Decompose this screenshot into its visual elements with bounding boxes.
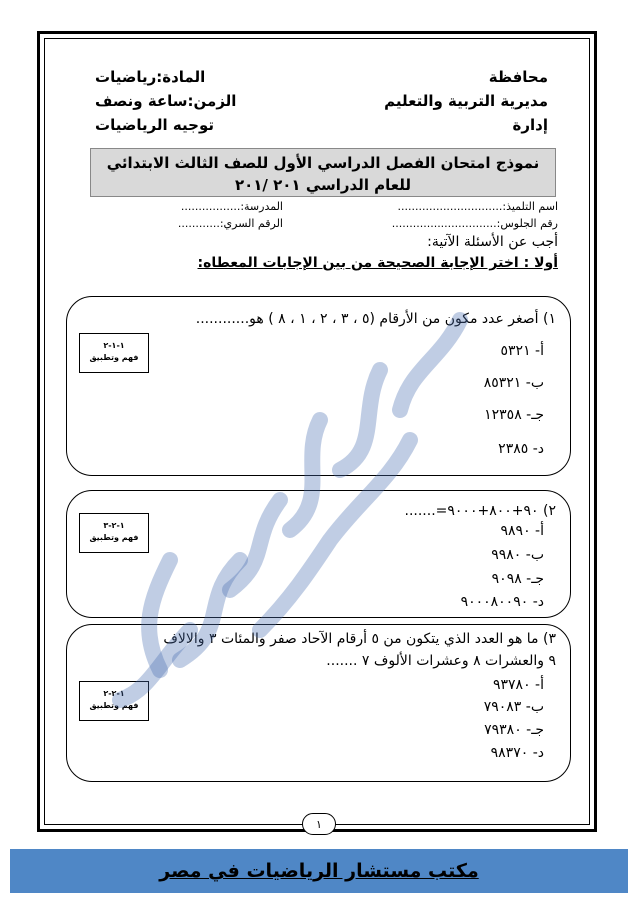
supervision: توجيه الرياضيات xyxy=(95,116,214,134)
skill-label: فهم وتطبيق xyxy=(89,353,139,362)
seat-number-field: رقم الجلوس:.............................. xyxy=(391,217,558,230)
option-d: د- ٩٨٣٧٠ xyxy=(490,745,544,761)
option-b: ب- ٩٩٨٠ xyxy=(491,547,544,563)
school-field: المدرسة:................. xyxy=(180,200,283,213)
secret-number-field: الرقم السري:............ xyxy=(177,217,283,230)
option-d: د- ٩٠٠٠٨٠٠٩٠ xyxy=(460,594,544,610)
administration: إدارة xyxy=(512,116,548,134)
section-title: أولا : اختر الإجابة الصحيحة من بين الإجابات المعطاه: xyxy=(197,255,558,271)
option-a: أ- ٩٣٧٨٠ xyxy=(492,677,544,693)
option-d: د- ٢٣٨٥ xyxy=(498,441,544,457)
question-text: ١) أصغر عدد مكون من الأرقام (٥ ، ٣ ، ٢ ، ١ ، ٨ ) هو............ xyxy=(195,311,556,327)
option-a: أ- ٩٨٩٠ xyxy=(500,523,544,539)
page-number: ١ xyxy=(302,813,336,835)
question-box-2 xyxy=(66,490,571,618)
skill-label: فهم وتطبيق xyxy=(89,701,139,710)
question-box-3 xyxy=(66,624,571,782)
skill-code: ١-٢-٢ xyxy=(103,689,125,698)
skill-tag xyxy=(79,681,149,721)
skill-label: فهم وتطبيق xyxy=(89,533,139,542)
exam-year: للعام الدراسي ٢٠١ /٢٠١ xyxy=(234,176,412,194)
exam-time: الزمن:ساعة ونصف xyxy=(95,92,237,110)
footer-text: مكتب مستشار الرياضيات في مصر xyxy=(159,860,479,882)
option-b: ب- ٨٥٣٢١ xyxy=(483,375,544,391)
student-name-field: اسم التلميذ:.............................. xyxy=(397,200,558,213)
option-a: أ- ٥٣٢١ xyxy=(500,343,544,359)
subject: المادة:رياضيات xyxy=(95,68,206,86)
exam-title-box xyxy=(90,148,556,197)
question-text: ٢) ٩٠+٨٠٠+٩٠٠٠=....... xyxy=(404,503,556,519)
option-b: ب- ٧٩٠٨٣ xyxy=(483,699,544,715)
footer-banner xyxy=(10,849,628,893)
skill-code: ١-١-٢ xyxy=(103,341,125,350)
option-c: جـ- ١٢٣٥٨ xyxy=(484,407,544,423)
skill-code: ١-٢-٣ xyxy=(103,521,125,530)
directorate: مديرية التربية والتعليم xyxy=(384,92,548,110)
exam-title: نموذج امتحان الفصل الدراسي الأول للصف الثالث الابتدائي xyxy=(106,154,540,172)
option-c: جـ- ٧٩٣٨٠ xyxy=(484,722,544,738)
question-text-continued: ٩ والعشرات ٨ وعشرات الألوف ٧ ....... xyxy=(326,653,556,669)
skill-tag xyxy=(79,333,149,373)
question-box-1 xyxy=(66,296,571,476)
governorate: محافظة xyxy=(488,68,548,86)
instruction: أجب عن الأسئلة الآتية: xyxy=(427,234,558,250)
option-c: جـ- ٩٠٩٨ xyxy=(491,571,544,587)
skill-tag xyxy=(79,513,149,553)
question-text: ٣) ما هو العدد الذي يتكون من ٥ أرقام الآحاد صفر والمئات ٣ والالاف xyxy=(163,631,556,647)
